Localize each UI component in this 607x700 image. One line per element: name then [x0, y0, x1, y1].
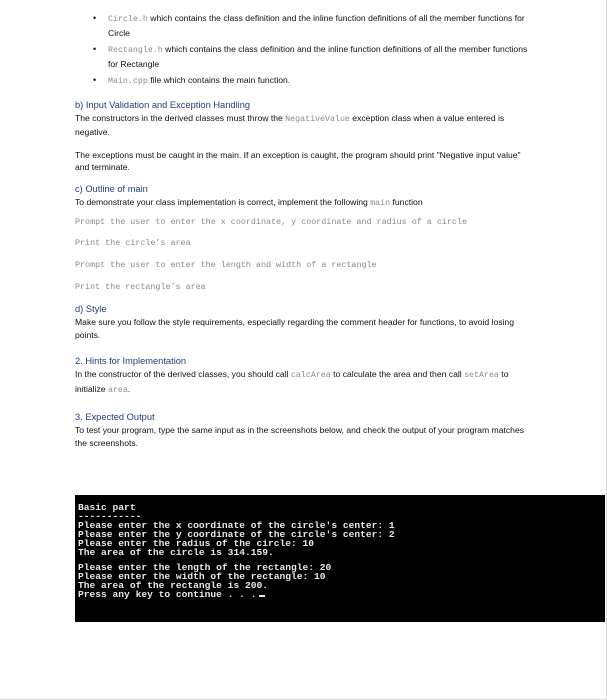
cursor-icon — [259, 595, 265, 597]
list-item: • Main.cpp file which contains the main function. — [93, 75, 291, 86]
pseudocode-line: Print the circle’s area — [75, 238, 191, 248]
document-body — [75, 12, 537, 449]
console-output-screenshot — [75, 495, 605, 622]
paragraph: In the constructor of the derived classes, you should call calcArea to calculate the area and then call setArea to initialize area. — [75, 369, 509, 395]
console-line: Please enter the width of the rectangle: 10 — [78, 571, 326, 582]
paragraph: To demonstrate your class implementation is correct, implement the following main function — [75, 196, 423, 208]
console-prompt-line: Press any key to continue . . . — [78, 590, 605, 599]
section-heading: 3. Expected Output — [75, 412, 155, 422]
section-heading: d) Style — [75, 304, 107, 314]
console-line: Please enter the length of the rectangle: 20 — [78, 562, 332, 573]
list-item: • Circle.h which contains the class definition and the inline function definitions of all the member functions for Circle — [93, 13, 525, 38]
paragraph: The constructors in the derived classes must throw the NegativeValue exception class when a value entered is negative. — [75, 112, 505, 137]
console-line: Please enter the radius of the circle: 10 — [78, 538, 315, 549]
paragraph: Make sure you follow the style requirements, especially regarding the comment header for functions, to avoid losing points. — [75, 317, 514, 340]
paragraph: To test your program, type the same input as in the screenshots below, and check the output of your program matches the screenshots. — [75, 425, 525, 448]
section-heading: 2. Hints for Implementation — [75, 356, 187, 366]
list-item: • Rectangle.h which contains the class definition and the inline function definitions of all the member functions for Rectangle — [93, 44, 528, 69]
pseudocode-line: Print the rectangle’s area — [75, 282, 206, 292]
console-line: Please enter the x coordinate of the circle's center: 1 — [78, 520, 395, 531]
console-line: The area of the rectangle is 200. — [78, 580, 268, 591]
paragraph: The exceptions must be caught in the main. If an exception is caught, the program should print "Negative input value" and terminate. — [75, 149, 521, 172]
file-list — [75, 12, 537, 89]
console-line: The area of the circle is 314.159. — [78, 547, 274, 558]
console-line: Basic part — [78, 502, 136, 513]
console-line: ----------- — [78, 511, 142, 522]
console-line: Please enter the y coordinate of the circle's center: 2 — [78, 529, 395, 540]
pseudocode-line: Prompt the user to enter the x coordinate, y coordinate and radius of a circle — [75, 217, 468, 227]
section-heading: b) Input Validation and Exception Handling — [75, 99, 251, 110]
pseudocode-line: Prompt the user to enter the length and width of a rectangle — [75, 260, 377, 270]
section-heading: c) Outline of main — [75, 183, 148, 194]
